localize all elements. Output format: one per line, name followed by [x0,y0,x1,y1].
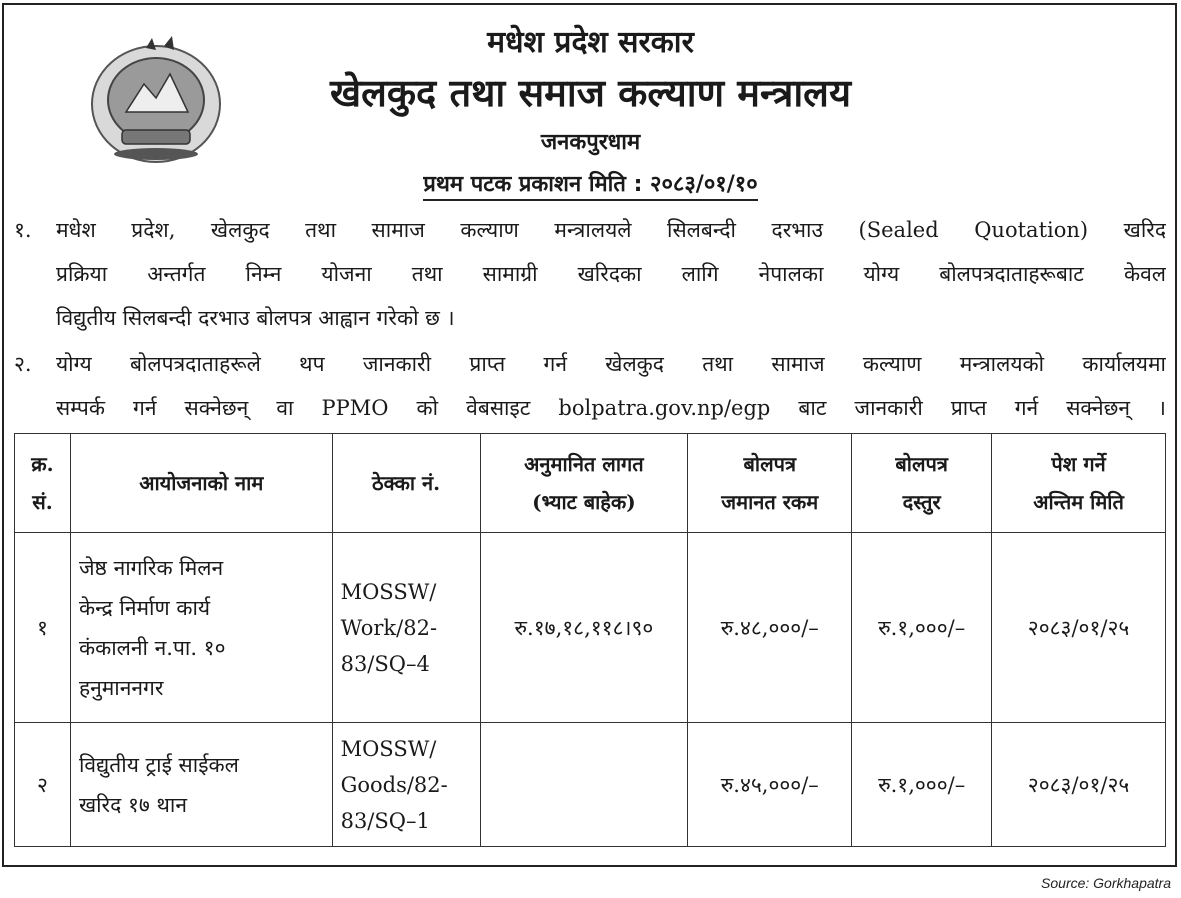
bid-security-cell: रु.४८,०००/– [688,533,852,723]
header-deadline: पेश गर्ने अन्तिम मिति [992,434,1166,533]
source-credit: Source: Gorkhapatra [1041,875,1171,891]
header-estimated-cost: अनुमानित लागत (भ्याट बाहेक) [480,434,688,533]
header-bid-fee: बोलपत्र दस्तुर [852,434,992,533]
bid-security-cell: रु.४५,०००/– [688,723,852,847]
project-name-cell: जेष्ठ नागरिक मिलन केन्द्र निर्माण कार्य कंकालनी न.पा. १० हनुमाननगर [70,533,332,723]
paragraph-1 [14,208,1166,340]
paragraph-line: मधेश प्रदेश, खेलकुद तथा सामाज कल्याण मन्त्रालयले सिलबन्दी दरभाउ (Sealed Quotation) खरिद [56,218,1166,242]
table-header-row [15,434,1166,533]
contract-no-cell: MOSSW/ Work/82- 83/SQ–4 [332,533,480,723]
serial-cell: २ [15,723,71,847]
paragraph-line: विद्युतीय सिलबन्दी दरभाउ बोलपत्र आह्वान गरेको छ । [56,306,455,330]
paragraph-line: योग्य बोलपत्रदाताहरूले थप जानकारी प्राप्त गर्न खेलकुद तथा सामाज कल्याण मन्त्रालयको कार्यालयमा [56,352,1166,376]
table-row [15,533,1166,723]
tender-table [14,433,1166,847]
bid-fee-cell: रु.१,०००/– [852,723,992,847]
header-project-name: आयोजनाको नाम [70,434,332,533]
bid-fee-cell: रु.१,०००/– [852,533,992,723]
estimated-cost-cell: रु.१७,१८,११८।९० [480,533,688,723]
deadline-cell: २०८३/०१/२५ [992,723,1166,847]
estimated-cost-cell [480,723,688,847]
project-name-cell: विद्युतीय ट्राई साईकल खरिद १७ थान [70,723,332,847]
header-contract-no: ठेक्का नं. [332,434,480,533]
paragraph-number: १. [14,218,32,242]
paragraph-2 [14,342,1166,430]
paragraph-line: सम्पर्क गर्न सक्नेछन् वा PPMO को वेबसाइट bolpatra.gov.np/egp बाट जानकारी प्राप्त गर्न सक्नेछन् । [56,396,1166,420]
paragraph-line: प्रक्रिया अन्तर्गत निम्न योजना तथा सामाग्री खरिदका लागि नेपालका योग्य बोलपत्रदाताहरूबाट केवल [56,262,1166,286]
paragraph-number: २. [14,352,32,376]
header-bid-security: बोलपत्र जमानत रकम [688,434,852,533]
table-row [15,723,1166,847]
publish-date: प्रथम पटक प्रकाशन मिति : २०८३/०१/१० [0,168,1181,198]
serial-cell: १ [15,533,71,723]
deadline-cell: २०८३/०१/२५ [992,533,1166,723]
ministry-title: खेलकुद तथा समाज कल्याण मन्त्रालय [330,71,851,115]
contract-no-cell: MOSSW/ Goods/82- 83/SQ–1 [332,723,480,847]
government-title: मधेश प्रदेश सरकार [487,25,694,60]
header-serial: क्र. सं. [15,434,71,533]
location-title: जनकपुरधाम [540,130,641,155]
